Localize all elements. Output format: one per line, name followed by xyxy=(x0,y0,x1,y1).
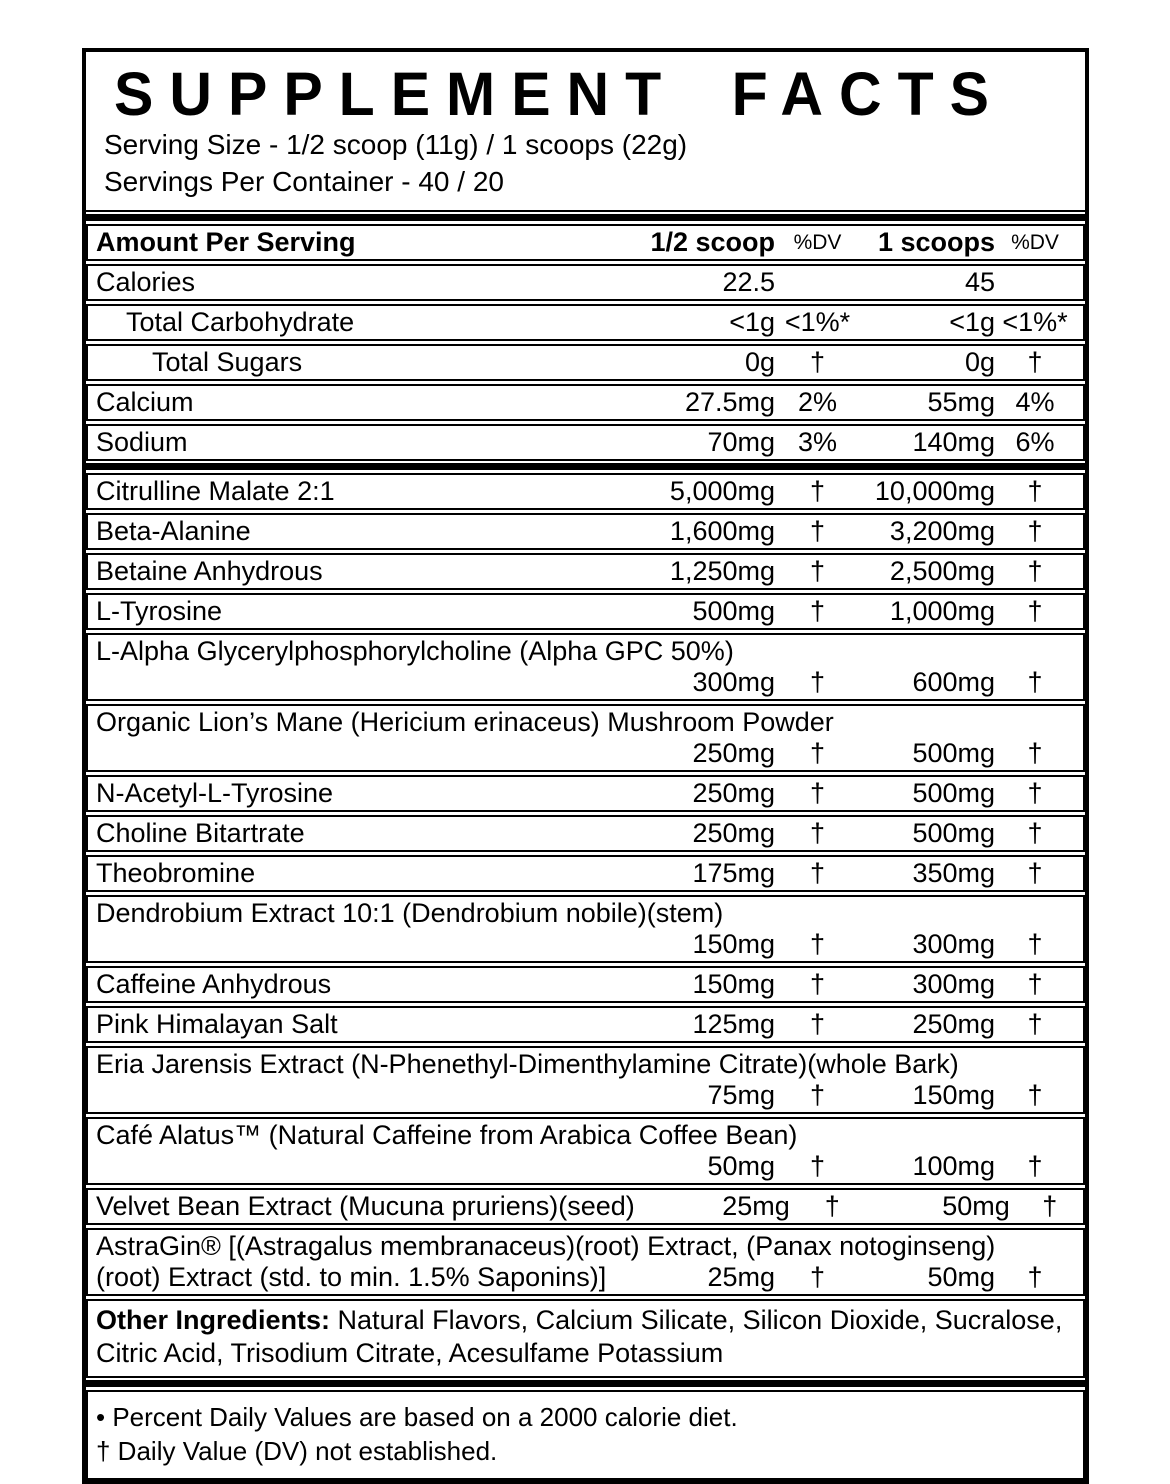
thick-divider xyxy=(86,463,1085,470)
panel-header xyxy=(86,52,1085,212)
thick-divider xyxy=(86,214,1085,221)
row-eria-jarensis: Eria Jarensis Extract (N-Phenethyl-Dimenthylamine Citrate)(whole Bark) 75mg † 150mg † xyxy=(86,1046,1085,1114)
row-beta-alanine: Beta-Alanine 1,600mg † 3,200mg † xyxy=(86,513,1085,550)
panel-title: SUPPLEMENT FACTS xyxy=(114,60,1005,129)
column-dv2: %DV xyxy=(1011,231,1059,254)
row-total-sugars: Total Sugars 0g † 0g † xyxy=(86,344,1085,381)
row-cafe-alatus: Café Alatus™ (Natural Caffeine from Arabica Coffee Bean) 50mg † 100mg † xyxy=(86,1117,1085,1185)
row-theobromine: Theobromine 175mg † 350mg † xyxy=(86,855,1085,892)
row-astragin: AstraGin® [(Astragalus membranaceus)(root) Extract, (Panax notoginseng) (root) Extract (std. to min. 1.5% Saponins)] 25mg † 50mg † xyxy=(86,1228,1085,1296)
row-caffeine-anhydrous: Caffeine Anhydrous 150mg † 300mg † xyxy=(86,966,1085,1003)
footnotes xyxy=(86,1390,1085,1480)
row-calories: Calories 22.5 45 xyxy=(86,264,1085,301)
column-header-row xyxy=(86,224,1085,261)
row-betaine-anhydrous: Betaine Anhydrous 1,250mg † 2,500mg † xyxy=(86,553,1085,590)
column-one-scoop: 1 scoops xyxy=(877,227,995,257)
row-alpha-gpc: L-Alpha Glycerylphosphorylcholine (Alpha GPC 50%) 300mg † 600mg † xyxy=(86,633,1085,701)
row-lions-mane: Organic Lion’s Mane (Hericium erinaceus) Mushroom Powder 250mg † 500mg † xyxy=(86,704,1085,772)
footnote-dv-not-established: † Daily Value (DV) not established. xyxy=(96,1436,498,1466)
row-l-tyrosine: L-Tyrosine 500mg † 1,000mg † xyxy=(86,593,1085,630)
row-total-carbohydrate: Total Carbohydrate <1g <1%* <1g <1%* xyxy=(86,304,1085,341)
supplement-facts-panel xyxy=(82,48,1089,1484)
row-dendrobium-extract: Dendrobium Extract 10:1 (Dendrobium nobile)(stem) 150mg † 300mg † xyxy=(86,895,1085,963)
row-n-acetyl-l-tyrosine: N-Acetyl-L-Tyrosine 250mg † 500mg † xyxy=(86,775,1085,812)
servings-per-container: Servings Per Container - 40 / 20 xyxy=(104,166,504,197)
row-velvet-bean: Velvet Bean Extract (Mucuna pruriens)(seed) 25mg † 50mg † xyxy=(86,1188,1085,1225)
other-ingredients-text: Natural Flavors, Calcium Silicate, Silicon Dioxide, Sucralose, Citric Acid, Trisodium Citrate, Acesulfame Potassium xyxy=(96,1305,1063,1368)
column-dv1: %DV xyxy=(793,231,842,254)
column-half-scoop: 1/2 scoop xyxy=(650,227,775,257)
column-amount-per-serving: Amount Per Serving xyxy=(96,227,356,257)
other-ingredients-label: Other Ingredients: xyxy=(96,1305,331,1335)
facts-table xyxy=(86,224,1085,1480)
row-pink-himalayan-salt: Pink Himalayan Salt 125mg † 250mg † xyxy=(86,1006,1085,1043)
footnote-percent-dv: • Percent Daily Values are based on a 2000 calorie diet. xyxy=(96,1402,738,1432)
row-sodium: Sodium 70mg 3% 140mg 6% xyxy=(86,424,1085,461)
row-calcium: Calcium 27.5mg 2% 55mg 4% xyxy=(86,384,1085,421)
row-citrulline-malate: Citrulline Malate 2:1 5,000mg † 10,000mg † xyxy=(86,473,1085,510)
other-ingredients xyxy=(86,1299,1085,1378)
serving-size: Serving Size - 1/2 scoop (11g) / 1 scoops (22g) xyxy=(104,129,688,160)
thick-divider xyxy=(86,1380,1085,1387)
row-choline-bitartrate: Choline Bitartrate 250mg † 500mg † xyxy=(86,815,1085,852)
